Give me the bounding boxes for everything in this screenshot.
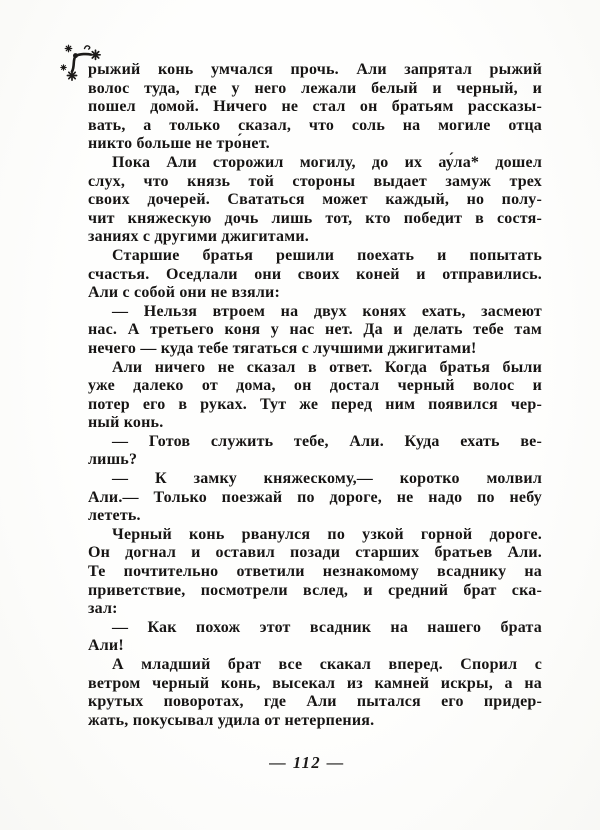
text-line: счастья. Оседлали они своих коней и отправились. xyxy=(88,265,542,283)
paragraph xyxy=(88,359,542,433)
text-line: зал: xyxy=(88,600,118,618)
text-line: ветром черный конь, высекал из камней искры, а на xyxy=(88,674,542,692)
text-line: лишь? xyxy=(88,451,138,469)
text-line: — Готов служить тебе, Али. Куда ехать ве- xyxy=(112,432,542,450)
paragraph xyxy=(88,247,542,303)
text-line: крутых поворотах, где Али пытался его придер- xyxy=(88,693,542,711)
text-line: Он догнал и оставил позади старших братьев Али. xyxy=(88,544,542,562)
text-line: никто больше не тро́нет. xyxy=(88,135,270,153)
text-line: приветствие, посмотрели вслед, и средний брат ска- xyxy=(88,581,542,599)
text-line: жать, покусывал удила от нетерпения. xyxy=(88,711,375,729)
paragraph xyxy=(88,470,542,526)
paragraph xyxy=(88,619,542,656)
text-line: вать, а только сказал, что соль на могиле отца xyxy=(88,116,542,134)
text-line: своих дочерей. Свататься может каждый, но полу- xyxy=(88,191,542,209)
text-line: потер его в руках. Тут же перед ним появился чер- xyxy=(88,395,542,413)
text-line: нечего — куда тебе тягаться с лучшими джигитами! xyxy=(88,339,477,357)
paragraph xyxy=(88,433,542,470)
paragraph xyxy=(88,303,542,359)
paragraph xyxy=(88,61,542,154)
paragraph xyxy=(88,656,542,730)
text-line: лететь. xyxy=(88,507,141,525)
text-line: чит княжескую дочь лишь тот, кто победит в состя- xyxy=(88,209,542,227)
text-line: Али.— Только поезжай по дороге, не надо по небу xyxy=(88,488,542,506)
text-line: А младший брат все скакал вперед. Спорил с xyxy=(112,656,542,673)
text-line: Те почтительно ответили незнакомому всаднику на xyxy=(88,563,542,581)
text-line: ный конь. xyxy=(88,414,164,432)
text-line: Али! xyxy=(88,637,124,655)
text-line: Али с собой они не взяли: xyxy=(88,284,280,302)
page-number: — 112 — xyxy=(269,753,345,772)
text-line: Пока Али сторожил могилу, до их ау́ла* дошел xyxy=(112,153,542,171)
text-line: Черный конь рванулся по узкой горной дороге. xyxy=(112,525,542,543)
text-line: — Как похож этот всадник на нашего брата xyxy=(112,618,542,636)
text-line: Старшие братья решили поехать и попытать xyxy=(112,246,542,264)
text-line: пошел домой. Ничего не стал он братьям рассказы- xyxy=(88,98,542,116)
paragraph xyxy=(88,154,542,247)
text-line: — К замку княжескому,— коротко молвил xyxy=(112,470,542,488)
text-line: заниях с другими джигитами. xyxy=(88,228,309,246)
page-text xyxy=(88,61,542,730)
text-line: — Нельзя втроем на двух конях ехать, засмеют xyxy=(112,302,542,320)
paragraph xyxy=(88,526,542,619)
text-line: уже далеко от дома, он достал черный волос и xyxy=(88,377,542,395)
text-line: волос туда, где у него лежали белый и черный, и xyxy=(88,79,542,97)
text-line: Али ничего не сказал в ответ. Когда братья были xyxy=(112,358,542,376)
text-line: слух, что князь той стороны выдает замуж трех xyxy=(88,172,542,190)
text-line: нас. А третьего коня у нас нет. Да и делать тебе там xyxy=(88,321,542,339)
text-line: рыжий конь умчался прочь. Али запрятал рыжий xyxy=(88,61,542,78)
